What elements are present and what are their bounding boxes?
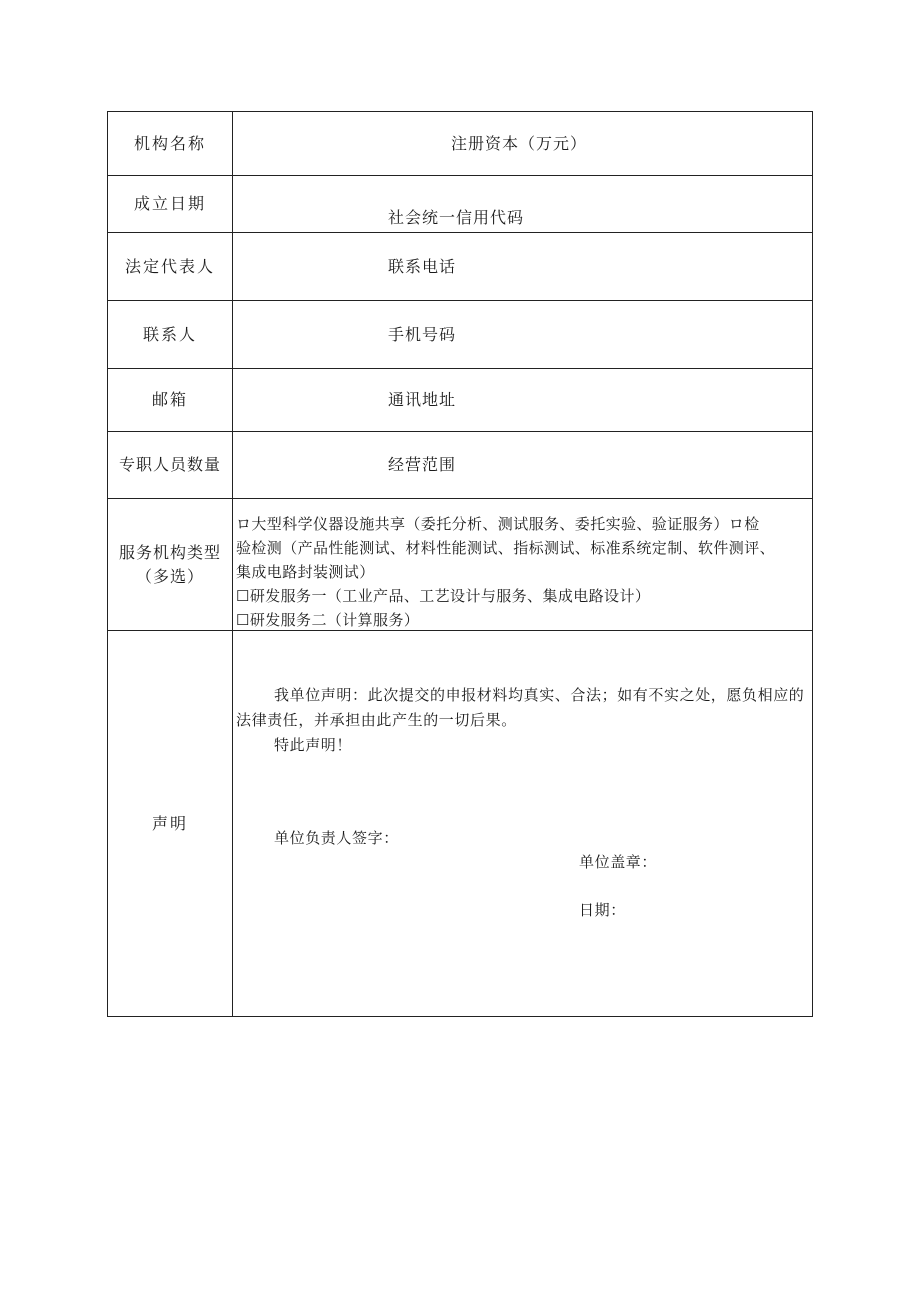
declaration-paragraph: 我单位声明：此次提交的申报材料均真实、合法；如有不实之处，愿负相应的法律责任，并承担由此产生的一切后果。: [236, 686, 805, 729]
declaration-closing: 特此声明！: [274, 736, 353, 754]
label-staff-count: 专职人员数量: [108, 432, 233, 498]
service-type-options: [236, 512, 814, 632]
form-row-staff-count: [108, 432, 812, 499]
field-credit-code: 社会统一信用代码: [388, 208, 525, 227]
field-registered-capital: 注册资本（万元）: [451, 134, 588, 153]
form-row-email: [108, 369, 812, 432]
label-email: 邮箱: [108, 369, 233, 431]
form-row-service-type: [108, 499, 812, 631]
service-option-line: 验检测（产品性能测试、材料性能测试、指标测试、标准系统定制、软件测评、: [236, 539, 776, 557]
service-option-line: 集成电路封装测试）: [236, 563, 375, 581]
label-legal-rep: 法定代表人: [108, 233, 233, 300]
signature-label: 单位负责人签字：: [274, 829, 399, 847]
service-option-rd-two[interactable]: ☐研发服务二（计算服务）: [236, 611, 420, 629]
label-service-type-line2: （多选）: [135, 566, 204, 586]
label-contact-person: 联系人: [108, 301, 233, 368]
field-mobile-number: 手机号码: [388, 325, 457, 344]
form-row-founding-date: [108, 176, 812, 233]
field-contact-phone: 联系电话: [388, 257, 457, 276]
seal-label: 单位盖章：: [579, 853, 658, 871]
service-option-rd-one[interactable]: ☐研发服务一（工业产品、工艺设计与服务、集成电路设计）: [236, 587, 651, 605]
label-declaration: 声明: [108, 631, 233, 1016]
label-founding-date: 成立日期: [108, 176, 233, 232]
form-row-legal-rep: [108, 233, 812, 301]
declaration-block: [236, 631, 812, 1016]
form-row-institution-name: [108, 112, 812, 176]
date-label: 日期：: [579, 901, 626, 919]
label-service-type-line1: 服务机构类型: [118, 542, 221, 562]
field-business-scope: 经营范围: [388, 455, 457, 474]
label-service-type: [108, 499, 233, 630]
field-mailing-address: 通讯地址: [388, 390, 457, 409]
form-row-declaration: [108, 631, 812, 1016]
service-option-line[interactable]: ロ大型科学仪器设施共享（委托分析、测试服务、委托实验、验证服务）ロ检: [236, 515, 760, 533]
registration-form-table: [107, 111, 813, 1017]
form-row-contact-person: [108, 301, 812, 369]
label-institution-name: 机构名称: [108, 112, 233, 175]
